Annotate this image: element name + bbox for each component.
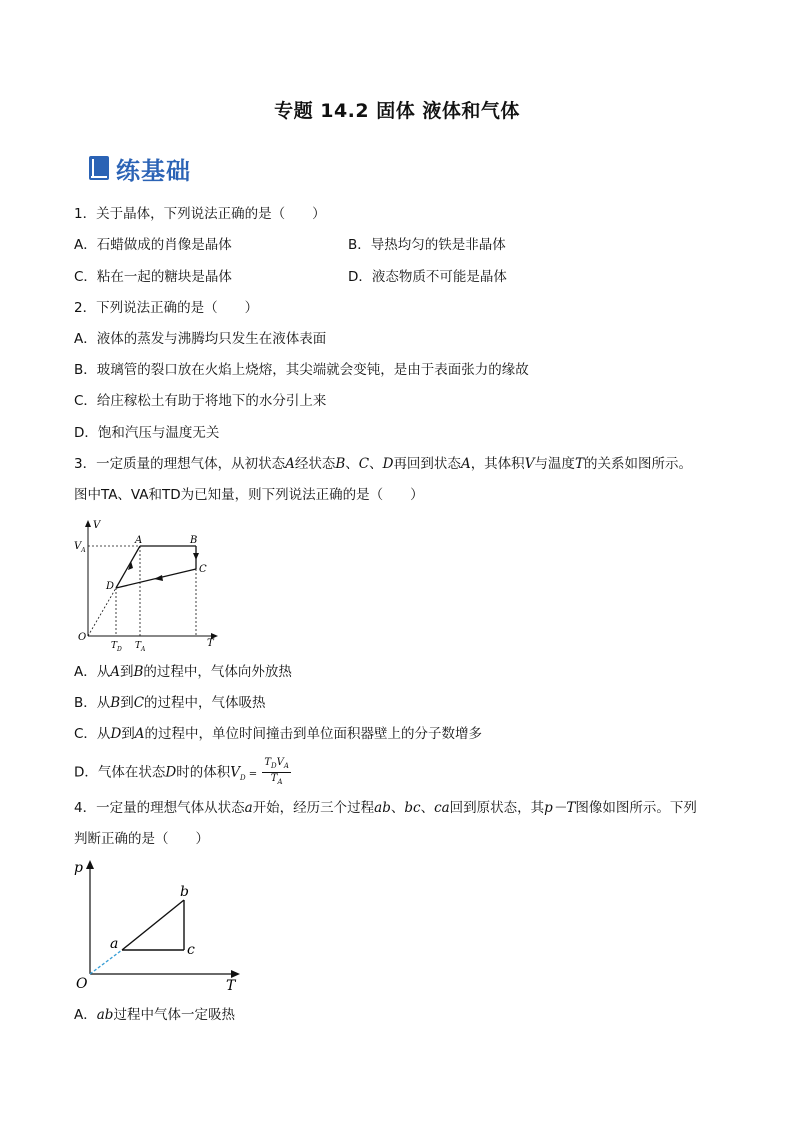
page-title: 专题 14.2 固体 液体和气体 [274,100,520,122]
q3-label-v: V [93,520,101,531]
q1-option-b: B．导热均匀的铁是非晶体 [348,237,506,253]
q3-label-ta: $T_A$ [135,641,146,653]
q3-stem-line1: 3．一定质量的理想气体，从初状态A经状态B、C、D再回到状态A，其体积V与温度T的关系如图所示。 [74,456,692,472]
q2-option-d: D．饱和汽压与温度无关 [74,425,220,441]
q3-arrow-bc [193,553,199,560]
q4-line-ab [122,900,184,950]
q2-option-b: B．玻璃管的裂口放在火焰上烧熔，其尖端就会变钝，是由于表面张力的缘故 [74,362,529,378]
q3-option-d: D．气体在状态D时的体积$V_D$ = $\frac{T_DV_A}{T_A}$ [74,757,289,786]
q2-option-c: C．给庄稼松土有助于将地下的水分引上来 [74,393,327,409]
q3-v-axis-arrow [85,520,91,527]
q2-option-a: A．液体的蒸发与沸腾均只发生在液体表面 [74,331,327,347]
section-label: 练基础 [116,156,191,185]
q3-label-c: C [199,564,207,575]
q3-label-a: A [135,535,143,546]
q4-label-o: O [76,976,88,992]
q3-option-c: C．从D到A的过程中，单位时间撞击到单位面积器壁上的分子数增多 [74,726,483,742]
q3-line-da [116,546,140,588]
q4-label-p: p [74,860,83,876]
q3-label-td: $T_D$ [111,641,122,653]
q4-pt-diagram [72,856,248,994]
q3-label-d: D [106,581,115,592]
q1-stem: 1．关于晶体，下列说法正确的是（ ） [74,206,326,222]
q1-option-a: A．石蜡做成的肖像是晶体 [74,237,232,253]
q4-label-b: b [180,884,189,900]
q4-label-c: c [187,942,195,958]
q3-formula-fraction: $\frac{T_DV_A}{T_A}$ [264,757,289,786]
q4-option-a: A．ab过程中气体一定吸热 [74,1007,235,1023]
q3-label-b: B [190,535,198,546]
q3-vt-diagram [72,516,232,654]
q1-option-d: D．液态物质不可能是晶体 [348,269,507,285]
q3-guide-origin-d [88,588,116,636]
q4-label-t: T [226,978,236,994]
section-banner [88,152,191,184]
q4-t-axis-arrow [231,970,240,978]
q3-label-va: $V_A$ [74,541,86,554]
q3-label-t: T [207,638,214,649]
q3-label-o: O [78,632,87,643]
q4-dash-origin-a [90,950,122,974]
q4-stem-line2: 判断正确的是（ ） [74,831,209,847]
q3-option-a: A．从A到B的过程中，气体向外放热 [74,664,292,680]
q4-label-a: a [110,936,119,952]
q3-option-b: B．从B到C的过程中，气体吸热 [74,695,266,711]
q2-stem: 2．下列说法正确的是（ ） [74,300,259,316]
book-icon [88,155,110,181]
q4-stem-line1: 4．一定量的理想气体从状态a开始，经历三个过程ab、bc、ca回到原状态，其p－T图像如图所示。下列 [74,800,697,816]
q1-option-c: C．粘在一起的糖块是晶体 [74,269,232,285]
q3-stem-line2: 图中TA、VA和TD为已知量，则下列说法正确的是（ ） [74,487,424,503]
q4-p-axis-arrow [86,860,94,869]
